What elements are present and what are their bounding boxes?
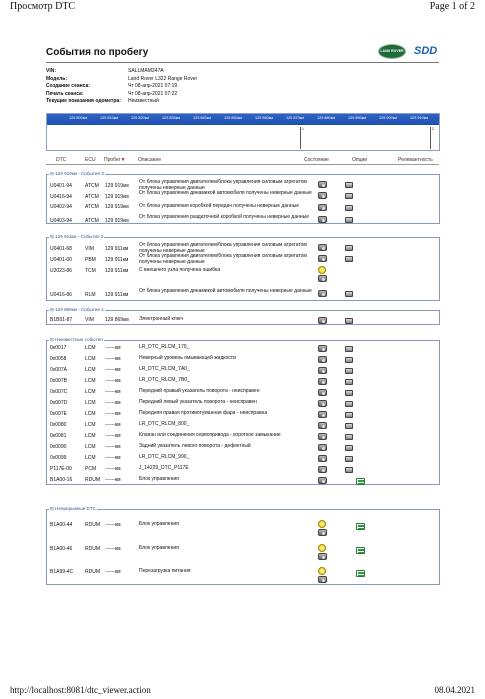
dtc-description: От блока управления динамикой автомобиля получены неверные данные: [139, 190, 312, 196]
odometer-value: ------км: [105, 477, 121, 483]
dtc-row[interactable]: [47, 522, 439, 532]
dtc-code: 0x007E: [50, 411, 67, 417]
options-box-icon[interactable]: [345, 434, 353, 440]
print-footer: [10, 685, 475, 699]
timeline-event-marker: [430, 127, 431, 149]
group-toggle[interactable]: ⊟ 129 869км - Событие 1: [50, 307, 104, 312]
dtc-row[interactable]: [47, 216, 439, 226]
status-gear-icon[interactable]: [318, 433, 327, 440]
dtc-description: С внешнего узла получена ошибка: [139, 267, 221, 273]
info-label: Текущие показания одометра:: [46, 98, 121, 105]
warning-bulb-icon[interactable]: [318, 520, 326, 528]
ecu-name: LCM: [85, 389, 96, 395]
dtc-row[interactable]: [47, 389, 439, 399]
ecu-name: PBM: [85, 257, 96, 263]
odometer-value: ------км: [105, 569, 121, 575]
options-box-icon[interactable]: [345, 193, 353, 199]
ecu-name: LCM: [85, 356, 96, 362]
ecu-name: VIM: [85, 246, 94, 252]
ecu-name: LCM: [85, 367, 96, 373]
dtc-description: От блока управления раздаточной коробкой получены неверные данные: [139, 214, 310, 220]
col-options[interactable]: Опции: [352, 157, 368, 163]
dtc-row[interactable]: [47, 433, 439, 443]
dtc-row[interactable]: [47, 569, 439, 579]
timeline-event-label: 2: [432, 127, 434, 131]
odometer-value: ------км: [105, 546, 121, 552]
status-gear-icon[interactable]: [318, 422, 327, 429]
dtc-row[interactable]: [47, 378, 439, 388]
status-gear-icon[interactable]: [318, 553, 327, 560]
options-box-icon[interactable]: [345, 412, 353, 418]
options-box-icon[interactable]: [345, 401, 353, 407]
options-box-icon[interactable]: [345, 467, 353, 473]
dtc-description: От блока управления двигателем/блока управления силовым агрегатом получены неверные данные: [139, 253, 307, 265]
options-box-icon[interactable]: [345, 205, 353, 211]
dtc-code: 0x007D: [50, 400, 68, 406]
dtc-description: Неверный уровень омывающей жидкости: [139, 355, 236, 361]
status-gear-icon[interactable]: [318, 400, 327, 407]
dtc-description: LR_DTC_RLCM_170_: [139, 344, 190, 350]
odometer-value: 129 911км: [105, 292, 129, 298]
odometer-value: ------км: [105, 444, 121, 450]
dtc-code: B1A00-46: [50, 546, 73, 552]
timeline-tick-label: 129 810км: [100, 116, 118, 120]
ecu-name: ATCM: [85, 204, 99, 210]
dtc-code: U0416-86: [50, 292, 72, 298]
dtc-code: B1A99-4C: [50, 569, 74, 575]
odometer-value: 129 919км: [105, 204, 129, 210]
info-label: Печать сеанса:: [46, 90, 84, 97]
ecu-name: RDUM: [85, 522, 100, 528]
ecu-name: PCM: [85, 466, 97, 472]
info-label: Модель:: [46, 75, 68, 82]
dtc-code: U0403-94: [50, 218, 72, 224]
dtc-row[interactable]: [47, 400, 439, 410]
dtc-group: [46, 234, 440, 301]
dtc-code: U0401-00: [50, 257, 72, 263]
print-footer-date: 08.04.2021: [434, 685, 475, 695]
timeline-event-label: 1: [302, 127, 304, 131]
status-gear-icon[interactable]: [318, 356, 327, 363]
col-description[interactable]: Описание: [138, 157, 162, 163]
options-box-icon[interactable]: [345, 217, 353, 223]
dtc-row[interactable]: [47, 422, 439, 432]
status-gear-icon[interactable]: [318, 317, 327, 324]
status-gear-icon[interactable]: [318, 192, 327, 199]
odometer-timeline: [46, 113, 440, 151]
ecu-name: RLM: [85, 292, 96, 298]
dtc-code: P117E-00: [50, 466, 72, 472]
timeline-tick-label: 129 840км: [193, 116, 211, 120]
options-box-icon[interactable]: [345, 423, 353, 429]
module-icon[interactable]: [356, 547, 365, 554]
dtc-code: B1A00-16: [50, 477, 73, 483]
odometer-value: ------км: [105, 389, 121, 395]
dtc-row[interactable]: [47, 290, 439, 300]
dtc-description: От блока управления коробкой передач получены неверные данные: [139, 203, 300, 209]
status-gear-icon[interactable]: [318, 216, 327, 223]
odometer-value: ------км: [105, 345, 121, 351]
dtc-code: 0x0058: [50, 356, 67, 362]
odometer-value: ------км: [105, 400, 121, 406]
ecu-name: ATCM: [85, 218, 99, 224]
dtc-description: LR_DTC_RLCM_7B0_: [139, 377, 190, 383]
dtc-group: [46, 506, 440, 585]
module-icon[interactable]: [356, 478, 365, 485]
odometer-value: 129 911км: [105, 257, 129, 263]
odometer-value: 129 919км: [105, 194, 129, 200]
dtc-row[interactable]: [47, 411, 439, 421]
status-gear-icon[interactable]: [318, 367, 327, 374]
info-value: Чт 08-апр-2021 07:22: [128, 90, 178, 97]
status-gear-icon[interactable]: [318, 477, 327, 484]
info-value: SALLMAM247A: [128, 68, 164, 74]
col-relevance[interactable]: Релевантность: [398, 157, 433, 163]
timeline-tick-label: 129 890км: [348, 116, 366, 120]
status-gear-icon[interactable]: [318, 389, 327, 396]
options-box-icon[interactable]: [345, 357, 353, 363]
land-rover-logo: LAND ROVER: [378, 44, 406, 59]
dtc-code: U2023-86: [50, 268, 72, 274]
odometer-value: 129 869км: [105, 317, 129, 323]
timeline-tick-label: 129 860км: [255, 116, 273, 120]
dtc-description: Блок управления: [139, 521, 179, 527]
dtc-code: U0416-94: [50, 194, 72, 200]
ecu-name: RDUM: [85, 546, 100, 552]
sort-desc-icon: ▼: [120, 157, 126, 163]
dtc-group: [46, 337, 440, 485]
dtc-description: J_14229_DTC_P117E: [139, 465, 189, 471]
ecu-name: ATCM: [85, 194, 99, 200]
ecu-name: VIM: [85, 317, 94, 323]
status-gear-icon[interactable]: [318, 576, 327, 583]
status-gear-icon[interactable]: [318, 275, 327, 282]
options-box-icon[interactable]: [345, 318, 353, 324]
odometer-value: 129 919км: [105, 218, 129, 224]
status-gear-icon[interactable]: [318, 290, 327, 297]
info-value: Чт 08-апр-2021 07:19: [128, 83, 178, 90]
odometer-value: 129 911км: [105, 246, 129, 252]
dtc-description: Электронный ключ: [139, 316, 183, 322]
status-gear-icon[interactable]: [318, 378, 327, 385]
ecu-name: LCM: [85, 345, 96, 351]
group-toggle[interactable]: ⊟ Непрерывные DTC: [50, 506, 97, 511]
ecu-name: LCM: [85, 455, 96, 461]
print-header-page: Page 1 of 2: [429, 1, 475, 12]
dtc-row[interactable]: [47, 466, 439, 476]
dtc-description: LR_DTC_RLCM_800_: [139, 421, 190, 427]
ecu-name: ATCM: [85, 183, 99, 189]
dtc-description: Задний указатель левого поворота - дефектный: [139, 443, 251, 449]
options-box-icon[interactable]: [345, 445, 353, 451]
timeline-scale: [47, 114, 439, 125]
dtc-row[interactable]: [47, 367, 439, 377]
dtc-description: Блок управления: [139, 545, 179, 551]
module-icon[interactable]: [356, 523, 365, 530]
group-toggle[interactable]: ⊟ Неизвестные события: [50, 337, 103, 342]
odometer-value: ------км: [105, 411, 121, 417]
col-state[interactable]: Состояние: [304, 157, 329, 163]
dtc-description: От блока управления двигателем/блока управления силовым агрегатом получены неверные данные: [139, 179, 307, 191]
options-box-icon[interactable]: [345, 245, 353, 251]
sdd-logo: SDD: [414, 45, 438, 57]
ecu-name: TCM: [85, 268, 96, 274]
info-value: Land Rover L322 Range Rover: [128, 75, 198, 82]
dtc-code: 0x0090: [50, 444, 67, 450]
dtc-code: 0x007A: [50, 367, 67, 373]
dtc-row[interactable]: [47, 444, 439, 454]
dtc-code: U0401-68: [50, 246, 72, 252]
odometer-value: ------км: [105, 367, 121, 373]
group-toggle[interactable]: ⊟ 129 919км - События 3: [50, 171, 104, 176]
dtc-code: B1B01-87: [50, 317, 73, 323]
print-footer-url: http://localhost:8081/dtc_viewer.action: [10, 685, 151, 695]
dtc-code: B1A00-44: [50, 522, 73, 528]
dtc-description: LR_DTC_RLCM_990_: [139, 454, 190, 460]
timeline-tick-label: 129 900км: [379, 116, 397, 120]
options-box-icon[interactable]: [345, 379, 353, 385]
title-divider: [46, 62, 439, 63]
info-label: Создание сеанса:: [46, 83, 90, 90]
options-box-icon[interactable]: [345, 182, 353, 188]
timeline-body: [47, 125, 439, 150]
print-header: [10, 0, 475, 16]
odometer-value: ------км: [105, 522, 121, 528]
odometer-value: ------км: [105, 433, 121, 439]
status-gear-icon[interactable]: [318, 466, 327, 473]
dtc-row[interactable]: [47, 317, 439, 327]
warning-bulb-icon[interactable]: [318, 567, 326, 575]
ecu-name: LCM: [85, 422, 96, 428]
dtc-description: Передний левый указатель поворота - неисправен: [139, 399, 257, 405]
header-divider: [46, 164, 439, 165]
dtc-row[interactable]: [47, 268, 439, 278]
dtc-group: [46, 307, 440, 325]
ecu-name: LCM: [85, 400, 96, 406]
timeline-tick-label: 129 850км: [224, 116, 242, 120]
warning-bulb-icon[interactable]: [318, 544, 326, 552]
dtc-description: LR_DTC_RLCM_7A0_: [139, 366, 190, 372]
print-header-title: Просмотр DTC: [10, 1, 76, 12]
timeline-tick-label: 129 870км: [286, 116, 304, 120]
status-gear-icon[interactable]: [318, 181, 327, 188]
odometer-value: ------км: [105, 356, 121, 362]
col-odometer[interactable]: [104, 157, 126, 163]
dtc-description: Перезагрузка питания: [139, 568, 191, 574]
dtc-row[interactable]: [47, 356, 439, 366]
ecu-name: LCM: [85, 433, 96, 439]
dtc-description: От блока управления динамикой автомобиля получены неверные данные: [139, 288, 312, 294]
dtc-code: 0x007C: [50, 389, 68, 395]
dtc-code: 0x0017: [50, 345, 67, 351]
dtc-row[interactable]: [47, 255, 439, 265]
dtc-code: U0402-94: [50, 204, 72, 210]
options-box-icon[interactable]: [345, 256, 353, 262]
dtc-description: Блок управления: [139, 476, 179, 482]
warning-bulb-icon[interactable]: [318, 266, 326, 274]
odometer-value: ------км: [105, 466, 121, 472]
ecu-name: RDUM: [85, 477, 100, 483]
col-odometer-label: Пробег: [104, 157, 121, 163]
timeline-event-marker: [300, 127, 301, 149]
dtc-row[interactable]: [47, 192, 439, 202]
odometer-value: ------км: [105, 455, 121, 461]
dtc-row[interactable]: [47, 204, 439, 214]
dtc-description: Передний правый указатель поворота - неисправен: [139, 388, 260, 394]
status-gear-icon[interactable]: [318, 444, 327, 451]
dtc-description: Передняя правая противотуманная фара - неисправна: [139, 410, 268, 416]
col-dtc[interactable]: DTC: [56, 157, 67, 163]
dtc-description: Клапан или соединения сервопривода - короткое замыкание: [139, 432, 281, 438]
options-box-icon[interactable]: [345, 456, 353, 462]
odometer-value: 129 911км: [105, 268, 129, 274]
dtc-row[interactable]: [47, 345, 439, 355]
dtc-code: 0x0081: [50, 433, 67, 439]
info-label: VIN:: [46, 68, 56, 74]
dtc-group: [46, 171, 440, 224]
page-title: События по пробегу: [46, 47, 149, 58]
info-value: Неизвестный: [128, 98, 159, 105]
dtc-code: 0x007B: [50, 378, 67, 384]
status-gear-icon[interactable]: [318, 255, 327, 262]
dtc-description: От блока управления двигателем/блока управления силовым агрегатом получены неверные данные: [139, 242, 307, 254]
timeline-tick-label: 129 880км: [317, 116, 335, 120]
options-box-icon[interactable]: [345, 390, 353, 396]
odometer-value: 129 919км: [105, 183, 129, 189]
dtc-code: U0401-94: [50, 183, 72, 189]
ecu-name: LCM: [85, 378, 96, 384]
status-gear-icon[interactable]: [318, 345, 327, 352]
dtc-row[interactable]: [47, 546, 439, 556]
ecu-name: RDUM: [85, 569, 100, 575]
odometer-value: ------км: [105, 422, 121, 428]
status-gear-icon[interactable]: [318, 204, 327, 211]
ecu-name: LCM: [85, 411, 96, 417]
col-ecu[interactable]: ECU: [85, 157, 96, 163]
status-gear-icon[interactable]: [318, 244, 327, 251]
options-box-icon[interactable]: [345, 346, 353, 352]
dtc-code: 0x0099: [50, 455, 67, 461]
options-box-icon[interactable]: [345, 291, 353, 297]
dtc-row[interactable]: [47, 455, 439, 465]
status-gear-icon[interactable]: [318, 529, 327, 536]
timeline-tick-label: 129 820км: [131, 116, 149, 120]
status-gear-icon[interactable]: [318, 455, 327, 462]
ecu-name: LCM: [85, 444, 96, 450]
timeline-tick-label: 129 830км: [162, 116, 180, 120]
timeline-tick-label: 129 800км: [69, 116, 87, 120]
options-box-icon[interactable]: [345, 368, 353, 374]
timeline-tick-label: 129 910км: [410, 116, 428, 120]
odometer-value: ------км: [105, 378, 121, 384]
module-icon[interactable]: [356, 570, 365, 577]
group-toggle[interactable]: ⊟ 129 911км - События 2: [50, 234, 104, 239]
status-gear-icon[interactable]: [318, 411, 327, 418]
dtc-code: 0x0080: [50, 422, 67, 428]
dtc-row[interactable]: [47, 477, 439, 487]
